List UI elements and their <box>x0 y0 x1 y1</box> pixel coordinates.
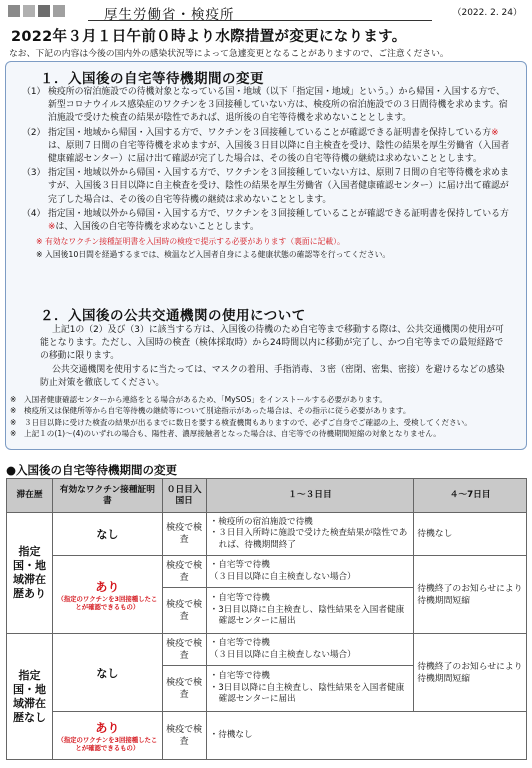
day1-3-cell <box>206 634 414 666</box>
section-1-list <box>22 86 512 262</box>
header <box>0 0 532 22</box>
category-cell: 指定国・地域滞在歴あり <box>7 513 53 634</box>
cell-line: ・３日目入所時に施設で受けた検査結果が陰性であれば、待機期間終了 <box>209 528 408 550</box>
note-mark: ※ <box>10 395 17 404</box>
item-number: （1） <box>22 87 46 97</box>
footnote-text: 検疫所又は保健所等から自宅等待機の継続等について別途指示があった場合は、その指示に従う必要があります。 <box>24 406 411 416</box>
cell-line: ・3日目以降に自主検査し、陰性結果を入国者健康確認センターに届出 <box>209 682 405 705</box>
table-row <box>7 712 527 760</box>
item-number: （3） <box>22 168 46 179</box>
section-2-paragraph: 公共交通機関を使用するに当たっては、マスクの着用、手指消毒、３密（密閉、密集、密接）を避けるなどの感染防止対策を徹底してください。 <box>40 364 505 388</box>
column-header: ４～7日目 <box>414 479 527 513</box>
list-item-note <box>22 248 512 261</box>
day1-3-cell <box>206 588 414 634</box>
column-header: 滞在歴 <box>7 479 53 513</box>
table-title: ●入国後の自宅等待機期間の変更 <box>6 463 178 477</box>
list-item <box>22 127 512 167</box>
category-cell: 指定国・地域滞在歴なし <box>7 634 53 760</box>
column-header: ０日目入国日 <box>162 479 206 513</box>
certificate-cell <box>52 712 162 760</box>
day1-3-cell <box>206 513 414 556</box>
day1-7-cell: ・待機なし <box>206 712 526 760</box>
item-text <box>48 127 512 167</box>
day4-7-cell: 待機終了のお知らせにより待機期間短縮 <box>414 556 527 634</box>
table-header-row <box>7 479 527 513</box>
note-text: 入国後10日間を経過するまでは、検温など入国者自身による健康状態の確認等を行ってください。 <box>45 250 391 260</box>
column-header: １～３日目 <box>206 479 414 513</box>
certificate-cell <box>52 556 162 634</box>
day0-cell: 検疫で検査 <box>162 588 206 634</box>
cell-line: ・自宅等で待機 <box>209 638 270 648</box>
certificate-note: （指定のワクチンを3回接種したことが確認できるもの） <box>57 595 158 611</box>
note-mark: ※ <box>10 417 17 427</box>
section-2-paragraph: 上記1の（2）及び（3）に該当する方は、入国後の待機のため自宅等まで移動する際は、公共交通機関の使用が可能となります。ただし、入国時の検査（検体採取時）から24時間以内に移動が完了し、かつ自宅等までの最短経路での移動に限ります。 <box>40 325 504 362</box>
list-item <box>22 167 512 207</box>
day0-cell: 検疫で検査 <box>162 556 206 588</box>
note-mark: ※ <box>36 237 43 247</box>
footnote <box>10 394 528 405</box>
cell-line: ・自宅等で待機 <box>209 560 270 570</box>
footnote <box>10 428 528 439</box>
section-2-body <box>22 324 512 390</box>
footnote-text: 入国者健康確認センターから連絡をとる場合があるため、「MySOS」をインストールする必要があります。 <box>24 395 387 404</box>
section-2-title: ２．入国後の公共交通機関の使用について <box>40 308 306 324</box>
info-box <box>5 61 527 450</box>
table-row <box>7 556 527 588</box>
certificate-yes: あり <box>95 721 120 735</box>
issue-date: （2022. 2. 24） <box>452 8 522 18</box>
footnote <box>10 405 528 416</box>
cell-line: ・自宅等で待機 <box>209 671 270 682</box>
day4-7-cell: 待機なし <box>414 513 527 556</box>
ministry-logo-icon <box>8 2 68 20</box>
cell-line: （３日目以降に自主検査しない場合） <box>209 649 356 660</box>
list-item-note <box>22 235 512 248</box>
item-text: 検疫所の宿泊施設での待機対象となっている国・地域（以下「指定国・地域」という。）から帰国・入国する方で、新型コロナウイルス感染症のワクチンを３回接種していない方は、検疫所の宿泊施設での３日間待機を求めます。宿泊施設で受けた検査の結果が陰性であれば、退所後の自宅等待機を求めないこととします。 <box>48 87 508 124</box>
day1-3-cell <box>206 666 414 712</box>
certificate-cell: なし <box>52 634 162 712</box>
day1-3-cell <box>206 556 414 588</box>
waiting-period-table <box>6 478 527 760</box>
header-rule <box>88 20 432 21</box>
day0-cell: 検疫で検査 <box>162 666 206 712</box>
table-row <box>7 634 527 666</box>
note-mark: ※ <box>491 127 499 138</box>
footnote <box>10 417 528 428</box>
column-header: 有効なワクチン接種証明書 <box>52 479 162 513</box>
note-mark: ※ <box>48 222 56 233</box>
notice-text: なお、下記の内容は今後の国内外の感染状況等によって急遽変更となることがありますので、ご注意ください。 <box>9 49 449 59</box>
certificate-cell: なし <box>52 513 162 556</box>
certificate-note: （指定のワクチンを3回接種したことが確認できるもの） <box>57 736 158 752</box>
day0-cell: 検疫で検査 <box>162 634 206 666</box>
item-number: （2） <box>22 127 46 138</box>
item-text-b: は、入国後の自宅等待機を求めないこととします。 <box>55 222 259 233</box>
item-number: （4） <box>22 208 46 219</box>
footnote-text: ３日目以降に受けた検査の結果が出るまでに数日を要する検査機関もありますので、必ずご自身でご確認の上、受検してください。 <box>24 417 472 427</box>
cell-line: ・検疫所の宿泊施設で待機 <box>209 516 313 527</box>
item-text: 指定国・地域以外から帰国・入国する方で、ワクチンを３回接種していない方は、原則７日間の自宅等待機を求めますが、入国後３日目以降に自主検査を受け、陰性の結果を厚生労働省（入国者健康確認センター）に届け出て確認が完了した場合は、その後の自宅等待機の継続は求めないこととします。 <box>48 168 509 205</box>
page-title: 2022年３月１日午前０時より水際措置が変更になります。 <box>11 29 407 45</box>
ministry-name: 厚生労働省・検疫所 <box>104 7 235 23</box>
note-mark: ※ <box>10 406 17 416</box>
item-text <box>48 208 512 234</box>
footnote-text: 上記１の(1)～(4)のいずれの場合も、陽性者、濃厚接触者となった場合は、自宅等での待機期間短縮の対象となりません。 <box>24 429 441 439</box>
section-1-title: １．入国後の自宅等待機期間の変更 <box>40 71 264 87</box>
table-row <box>7 513 527 556</box>
cell-line: （３日目以降に自主検査しない場合） <box>209 571 356 582</box>
note-mark: ※ <box>36 250 43 260</box>
footnotes <box>10 394 528 440</box>
certificate-yes: あり <box>95 580 120 594</box>
day0-cell: 検疫で検査 <box>162 712 206 760</box>
list-item <box>22 208 512 234</box>
day4-7-cell: 待機終了のお知らせにより待機期間短縮 <box>414 634 527 712</box>
note-mark: ※ <box>10 429 17 439</box>
day0-cell: 検疫で検査 <box>162 513 206 556</box>
cell-line: ・自宅等で待機 <box>209 593 270 604</box>
item-text-a: 指定国・地域から帰国・入国する方で、ワクチンを３回接種していることが確認できる証明書を保持している方 <box>48 127 492 138</box>
cell-line: ・3日目以降に自主検査し、陰性結果を入国者健康確認センターに届出 <box>209 604 405 627</box>
list-item <box>22 86 512 126</box>
item-text-a: 指定国・地域以外から帰国・入国する方で、ワクチンを３回接種していることが確認できる証明書を保持している方 <box>48 208 509 219</box>
item-text-b: は、原則７日間の自宅等待機を求めますが、入国後３日目以降に自主検査を受け、陰性の結果を厚生労働省（入国者健康確認センター）に届け出て確認が完了した場合は、その後の自宅等待機の継続は求めないこととします。 <box>48 140 510 165</box>
note-text: 有効なワクチン接種証明書を入国時の検疫で提示する必要があります（裏面に記載）。 <box>45 237 345 247</box>
